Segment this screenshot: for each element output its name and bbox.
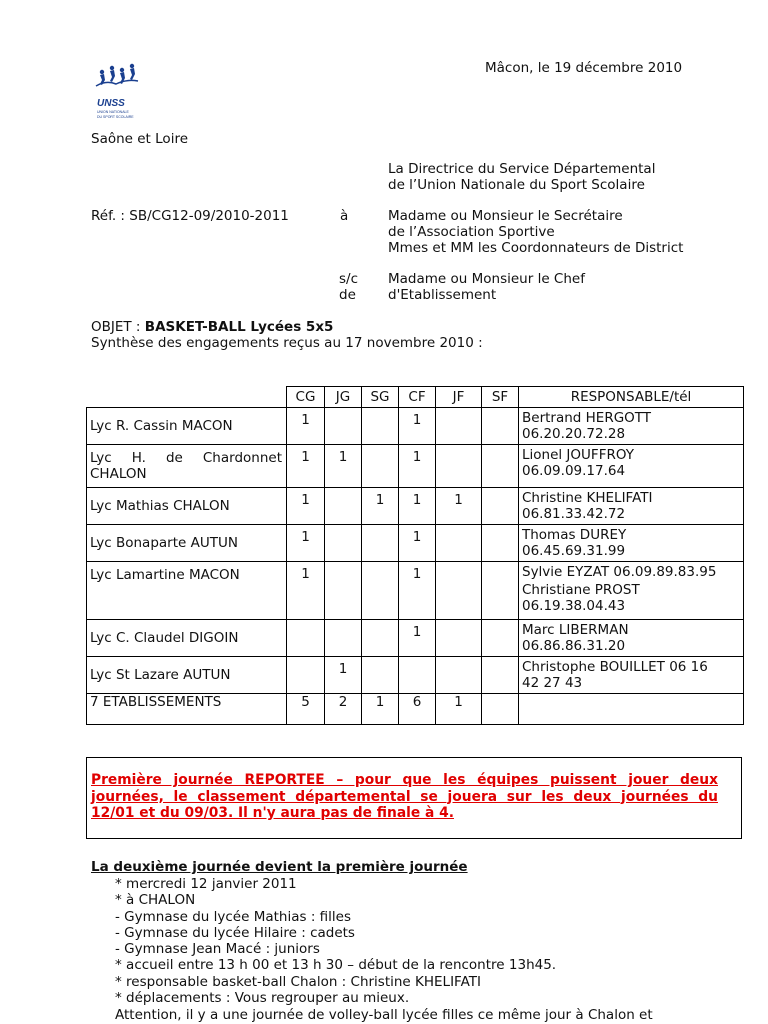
total-row bbox=[87, 694, 744, 725]
count-cf: 1 bbox=[399, 408, 436, 445]
responsable-phone: 06.81.33.42.72 bbox=[522, 506, 626, 522]
responsable-phone-2: 06.19.38.04.43 bbox=[522, 598, 626, 614]
table-row bbox=[87, 445, 744, 488]
responsable bbox=[519, 620, 744, 657]
count-cf bbox=[399, 657, 436, 694]
school-name: Lyc R. Cassin MACON bbox=[87, 408, 287, 445]
total-jf: 1 bbox=[436, 694, 482, 725]
table-row bbox=[87, 525, 744, 562]
count-jg bbox=[325, 620, 362, 657]
responsable bbox=[519, 408, 744, 445]
count-jf: 1 bbox=[436, 488, 482, 525]
count-sf bbox=[482, 488, 519, 525]
school-name-line2: CHALON bbox=[90, 466, 147, 482]
count-cg: 1 bbox=[287, 562, 325, 620]
logo-sub1: UNION NATIONALE bbox=[97, 110, 129, 114]
responsable-name: Lionel JOUFFROY bbox=[522, 447, 634, 463]
logo-label: UNSS bbox=[97, 98, 125, 109]
total-sg: 1 bbox=[362, 694, 399, 725]
count-sg bbox=[362, 620, 399, 657]
recipient-line1: Madame ou Monsieur le Secrétaire bbox=[388, 208, 623, 224]
list-item: * accueil entre 13 h 00 et 13 h 30 – début de la rencontre 13h45. bbox=[115, 957, 557, 974]
responsable-name: Marc LIBERMAN bbox=[522, 622, 629, 638]
responsable-name: Thomas DUREY bbox=[522, 527, 627, 543]
place-date: Mâcon, le 19 décembre 2010 bbox=[485, 60, 683, 76]
header-cf: CF bbox=[399, 387, 436, 408]
count-jf bbox=[436, 657, 482, 694]
school-name: Lyc St Lazare AUTUN bbox=[87, 657, 287, 694]
count-sf bbox=[482, 445, 519, 488]
count-sg bbox=[362, 562, 399, 620]
header-responsable: RESPONSABLE/tél bbox=[519, 387, 744, 408]
unss-runners-icon bbox=[92, 62, 148, 122]
responsable-name: Christophe BOUILLET 06 16 bbox=[522, 659, 708, 675]
count-sg: 1 bbox=[362, 488, 399, 525]
engagements-table bbox=[86, 386, 744, 725]
notice-line3: 12/01 et du 09/03. Il n'y aura pas de finale à 4. bbox=[91, 805, 454, 821]
count-jf bbox=[436, 445, 482, 488]
responsable-name: Christine KHELIFATI bbox=[522, 490, 653, 506]
count-cf: 1 bbox=[399, 525, 436, 562]
list-item: - Gymnase du lycée Hilaire : cadets bbox=[115, 924, 355, 941]
recipient-prefix: à bbox=[340, 208, 349, 224]
table-row bbox=[87, 657, 744, 694]
count-cg: 1 bbox=[287, 445, 325, 488]
count-sf bbox=[482, 562, 519, 620]
count-sf bbox=[482, 620, 519, 657]
recipient-line3: Mmes et MM les Coordonnateurs de District bbox=[388, 240, 684, 256]
count-sf bbox=[482, 657, 519, 694]
recipient-line2: de l’Association Sportive bbox=[388, 224, 555, 240]
reference: Réf. : SB/CG12-09/2010-2011 bbox=[91, 208, 289, 224]
header-blank bbox=[87, 387, 287, 408]
count-jg: 1 bbox=[325, 657, 362, 694]
responsable-name-2: Christiane PROST bbox=[522, 582, 640, 598]
section-items bbox=[115, 876, 556, 1006]
responsable bbox=[519, 562, 744, 620]
table-row bbox=[87, 620, 744, 657]
department: Saône et Loire bbox=[91, 131, 188, 147]
sc-prefix1: s/c bbox=[339, 271, 359, 287]
sender-line2: de l’Union Nationale du Sport Scolaire bbox=[388, 177, 645, 193]
school-name: Lyc Mathias CHALON bbox=[87, 488, 287, 525]
responsable-phone: 42 27 43 bbox=[522, 675, 583, 691]
sc-line1: Madame ou Monsieur le Chef bbox=[388, 271, 585, 287]
total-label: 7 ETABLISSEMENTS bbox=[87, 694, 287, 725]
count-cf: 1 bbox=[399, 445, 436, 488]
count-jf bbox=[436, 562, 482, 620]
responsable-phone: 06.20.20.72.28 bbox=[522, 426, 626, 442]
table-row bbox=[87, 562, 744, 620]
count-sf bbox=[482, 408, 519, 445]
count-sg bbox=[362, 525, 399, 562]
count-cf: 1 bbox=[399, 488, 436, 525]
school-name: Lyc Bonaparte AUTUN bbox=[87, 525, 287, 562]
header-jf: JF bbox=[436, 387, 482, 408]
list-item: * déplacements : Vous regrouper au mieux. bbox=[115, 990, 410, 1007]
table-row bbox=[87, 408, 744, 445]
list-item: * mercredi 12 janvier 2011 bbox=[115, 876, 297, 892]
count-sg bbox=[362, 445, 399, 488]
object-line bbox=[91, 319, 333, 335]
count-cf: 1 bbox=[399, 620, 436, 657]
count-cg: 1 bbox=[287, 525, 325, 562]
unss-logo bbox=[92, 62, 148, 122]
total-cf: 6 bbox=[399, 694, 436, 725]
list-item: * responsable basket-ball Chalon : Christine KHELIFATI bbox=[115, 973, 482, 990]
object-subtitle: Synthèse des engagements reçus au 17 novembre 2010 : bbox=[91, 335, 483, 351]
responsable bbox=[519, 445, 744, 488]
count-sg bbox=[362, 408, 399, 445]
responsable-phone: 06.86.86.31.20 bbox=[522, 638, 626, 654]
list-item: - Gymnase du lycée Mathias : filles bbox=[115, 908, 352, 925]
header-sg: SG bbox=[362, 387, 399, 408]
count-jf bbox=[436, 525, 482, 562]
count-jg bbox=[325, 562, 362, 620]
table-header-row bbox=[87, 387, 744, 408]
count-cg: 1 bbox=[287, 488, 325, 525]
total-resp bbox=[519, 694, 744, 725]
count-sg bbox=[362, 657, 399, 694]
object-title: BASKET-BALL Lycées 5x5 bbox=[144, 319, 334, 335]
header-jg: JG bbox=[325, 387, 362, 408]
school-name: Lyc Lamartine MACON bbox=[87, 562, 287, 620]
postponed-notice bbox=[86, 757, 742, 839]
count-jg bbox=[325, 525, 362, 562]
object-label: OBJET : bbox=[91, 319, 145, 335]
total-jg: 2 bbox=[325, 694, 362, 725]
count-jf bbox=[436, 408, 482, 445]
count-cg: 1 bbox=[287, 408, 325, 445]
count-jf bbox=[436, 620, 482, 657]
school-name-line1: Lyc H. de Chardonnet bbox=[90, 450, 282, 466]
notice-line1: Première journée REPORTEE – pour que les équipes puissent jouer deux bbox=[91, 772, 718, 788]
sc-prefix2: de bbox=[339, 287, 356, 303]
school-name bbox=[87, 445, 287, 488]
total-sf bbox=[482, 694, 519, 725]
responsable bbox=[519, 525, 744, 562]
header-cg: CG bbox=[287, 387, 325, 408]
count-sf bbox=[482, 525, 519, 562]
total-cg: 5 bbox=[287, 694, 325, 725]
table-row bbox=[87, 488, 744, 525]
count-jg bbox=[325, 408, 362, 445]
responsable-name: Bertrand HERGOTT bbox=[522, 410, 652, 426]
school-name: Lyc C. Claudel DIGOIN bbox=[87, 620, 287, 657]
count-cf: 1 bbox=[399, 562, 436, 620]
sc-line2: d'Etablissement bbox=[388, 287, 497, 303]
responsable bbox=[519, 488, 744, 525]
responsable-name: Sylvie EYZAT 06.09.89.83.95 bbox=[522, 564, 717, 580]
sender-line1: La Directrice du Service Départemental bbox=[388, 161, 656, 177]
header-sf: SF bbox=[482, 387, 519, 408]
count-cg bbox=[287, 620, 325, 657]
section-title: La deuxième journée devient la première journée bbox=[91, 859, 468, 875]
count-jg bbox=[325, 488, 362, 525]
count-cg bbox=[287, 657, 325, 694]
responsable bbox=[519, 657, 744, 694]
list-item: - Gymnase Jean Macé : juniors bbox=[115, 941, 320, 958]
attention-line: Attention, il y a une journée de volley-ball lycée filles ce même jour à Chalon et bbox=[115, 1007, 653, 1023]
notice-text bbox=[91, 772, 718, 822]
responsable-phone: 06.45.69.31.99 bbox=[522, 543, 626, 559]
responsable-phone: 06.09.09.17.64 bbox=[522, 463, 626, 479]
list-item: * à CHALON bbox=[115, 892, 196, 909]
logo-sub2: DU SPORT SCOLAIRE bbox=[97, 115, 134, 119]
count-jg: 1 bbox=[325, 445, 362, 488]
notice-line2: journées, le classement départemental se jouera sur les deux journées du bbox=[91, 788, 718, 805]
